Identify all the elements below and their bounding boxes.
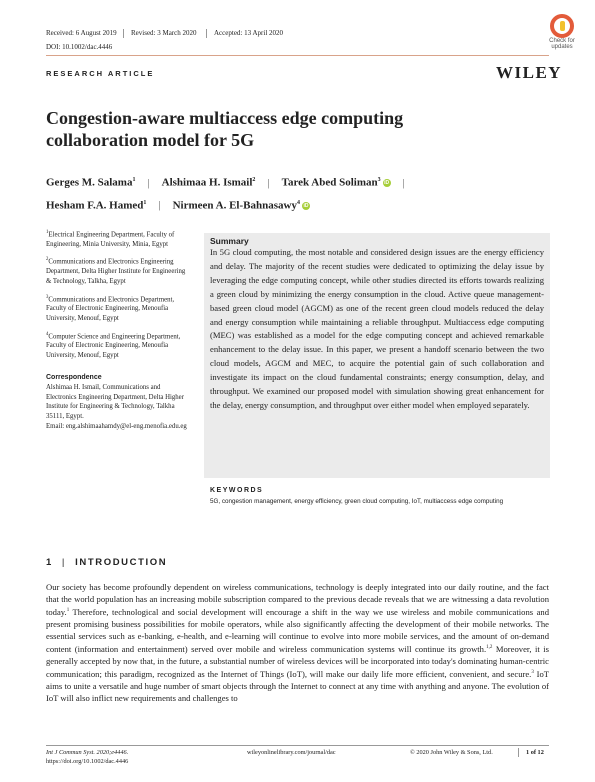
- page-number: 1 of 12: [526, 749, 544, 756]
- correspondence-text: Alshimaa H. Ismail, Communications and Electronics Engineering Department, Delta Higher Institute for Engineering & Technology, Talkha 35111, Egypt.: [46, 384, 184, 420]
- affiliations: [46, 228, 192, 431]
- footer-rule: [46, 745, 549, 746]
- author-affiliation-sup: 2: [252, 177, 256, 183]
- correspondence-email[interactable]: Email: eng.alshimaahamdy@el-eng.menofia.edu.eg: [46, 422, 187, 430]
- received-date: Received: 6 August 2019: [46, 29, 117, 37]
- paragraph-text: Moreover, it is generally accepted by now that, in the future, a substantial number of wireless devices will be incorporated into today's dominating human-centric communication; this paradigm, recognized as the Internet of Things (IoT), will make our daily life more efficient, convenient, and secure.: [46, 644, 549, 680]
- citation[interactable]: 3: [531, 670, 534, 676]
- affiliation-text: Electrical Engineering Department, Faculty of Engineering, Minia University, Minia, Egypt: [46, 231, 175, 248]
- affiliation-sup: 3: [46, 294, 49, 300]
- author-line-1: [46, 170, 556, 193]
- doi[interactable]: DOI: 10.1002/dac.4446: [46, 43, 113, 51]
- author-name[interactable]: Tarek Abed Soliman: [281, 176, 378, 189]
- separator: [206, 29, 207, 38]
- author-line-2: [46, 193, 556, 216]
- summary-heading: Summary: [210, 236, 249, 246]
- badge-line2: updates: [551, 44, 573, 50]
- affiliation-sup: 2: [46, 257, 49, 263]
- author-separator: |: [158, 199, 161, 212]
- author-separator: |: [402, 176, 405, 189]
- author-affiliation-sup: 1: [143, 199, 147, 206]
- revised-date: Revised: 3 March 2020: [131, 29, 197, 37]
- footer-journal: [46, 748, 128, 766]
- orcid-icon[interactable]: iD: [303, 202, 309, 209]
- title-line-1: Congestion-aware multiaccess edge computing: [46, 108, 404, 128]
- citation[interactable]: 1: [66, 608, 70, 614]
- separator: [518, 748, 519, 757]
- header-rule: [46, 55, 549, 56]
- affiliation-text: Communications and Electronics Engineering Department, Delta Higher Institute for Engineering & Technology, Talkha, Egypt: [46, 258, 186, 285]
- section-heading: [46, 557, 167, 568]
- author-name[interactable]: Nirmeen A. El-Bahnasawy: [172, 199, 297, 212]
- affiliation-sup: 4: [46, 331, 49, 337]
- citation[interactable]: 1,2: [486, 645, 493, 651]
- summary-box: [204, 233, 550, 478]
- keywords-text: 5G, congestion management, energy efficiency, green cloud computing, IoT, multiaccess edge computing: [210, 498, 504, 505]
- author-affiliation-sup: 4: [296, 199, 300, 206]
- publisher-logo: WILEY: [496, 63, 563, 82]
- section-separator: |: [61, 557, 67, 568]
- keywords-heading: KEYWORDS: [210, 487, 264, 494]
- summary-text: In 5G cloud computing, the most notable and considered design issues are the energy efficiency and delay. The majority of the recent studies were dedicated to optimizing the delay issue by leveraging the edge computing concept, while other studies directed its efforts towards realizing a green cloud by minimizing the energy consumption in the cloud. Active queue management-based green cloud model (AGCM) as one of the recent green cloud models reduced the delay and energy consumption while maintaining a reliable throughput. Multiaccess edge computing (MEC) was established as a model for the edge computing concept and achieved remarkable enhancement to the delay issue. In this paper, we present a handoff scenario between the two cloud models, AGCM and MEC, to acquire the potential gain of such collaboration and investigate its impact on the cloud fundamental constraints; energy consumption, delay, and throughput. We examined our proposed model with simulation showing great enhancement for the delay, energy consumption, and throughput over either model when employed separately.: [210, 247, 544, 410]
- page-title: [46, 107, 546, 151]
- paragraph-text: IoT aims to unite a versatile and huge number of smart objects through the Internet to connect at any time with anything and anyone. The evolution of IoT will also inflict new requirements and challenges to: [46, 669, 549, 704]
- correspondence-heading: Correspondence: [46, 373, 102, 381]
- author-affiliation-sup: 3: [377, 177, 381, 183]
- affiliation-text: Computer Science and Engineering Department, Faculty of Electronic Engineering, Menoufia University, Menouf, Egypt: [46, 332, 181, 359]
- affiliation-item: [46, 228, 192, 249]
- author-separator: |: [147, 176, 150, 189]
- footer-journal-citation: Int J Commun Syst. 2020;e4446.: [46, 749, 129, 756]
- check-for-updates-badge[interactable]: [541, 14, 583, 54]
- paragraph-text: Therefore, technological and social development will encourage a shift in the way we use wireless and mobile communications and present promising business possibilities for mobile operators, while also significantly affecting the development of their mobile networks. The essential services such as e-banking, e-health, and e-learning will continue to evolve into more mobile services, and the amount of on-demand content (information and entertainment) served over mobile and wireless communication systems will continue its growth.: [46, 607, 549, 655]
- author-name[interactable]: Hesham F.A. Hamed: [46, 199, 144, 212]
- article-type: RESEARCH ARTICLE: [46, 69, 155, 78]
- keywords-block: [210, 487, 545, 508]
- section-number: 1: [46, 557, 53, 568]
- author-list: [46, 170, 556, 215]
- affiliation-item: [46, 330, 192, 361]
- author-affiliation-sup: 1: [132, 177, 136, 183]
- badge-line1: Check for: [549, 38, 575, 44]
- affiliation-text: Communications and Electronics Department, Faculty of Electronic Engineering, Menoufia University, Menouf, Egypt: [46, 295, 175, 322]
- accepted-date: Accepted: 13 April 2020: [214, 29, 284, 37]
- paragraph-text: Our society has become profoundly dependent on wireless communications, technology is deeply integrated into our daily routine, and the fact that the world population has an increasing mobile subscription compared to the previous decade reveals that we are witnessing a data revolution today.: [46, 582, 549, 618]
- separator: [123, 29, 124, 38]
- author-separator: |: [267, 176, 270, 189]
- title-line-2: collaboration model for 5G: [46, 130, 255, 150]
- footer-copyright: © 2020 John Wiley & Sons, Ltd.: [410, 749, 493, 756]
- affiliation-sup: 1: [46, 230, 49, 235]
- author-name[interactable]: Gerges M. Salama: [46, 176, 133, 189]
- section-title: INTRODUCTION: [75, 557, 168, 568]
- affiliation-item: [46, 255, 192, 286]
- footer-doi-link[interactable]: https://doi.org/10.1002/dac.4446: [46, 758, 129, 765]
- affiliation-item: [46, 293, 192, 324]
- footer-site-link[interactable]: wileyonlinelibrary.com/journal/dac: [247, 749, 336, 756]
- orcid-icon[interactable]: iD: [384, 180, 390, 187]
- crossref-icon: [550, 14, 574, 38]
- author-name[interactable]: Alshimaa H. Ismail: [161, 176, 253, 189]
- introduction-paragraph: [46, 581, 549, 705]
